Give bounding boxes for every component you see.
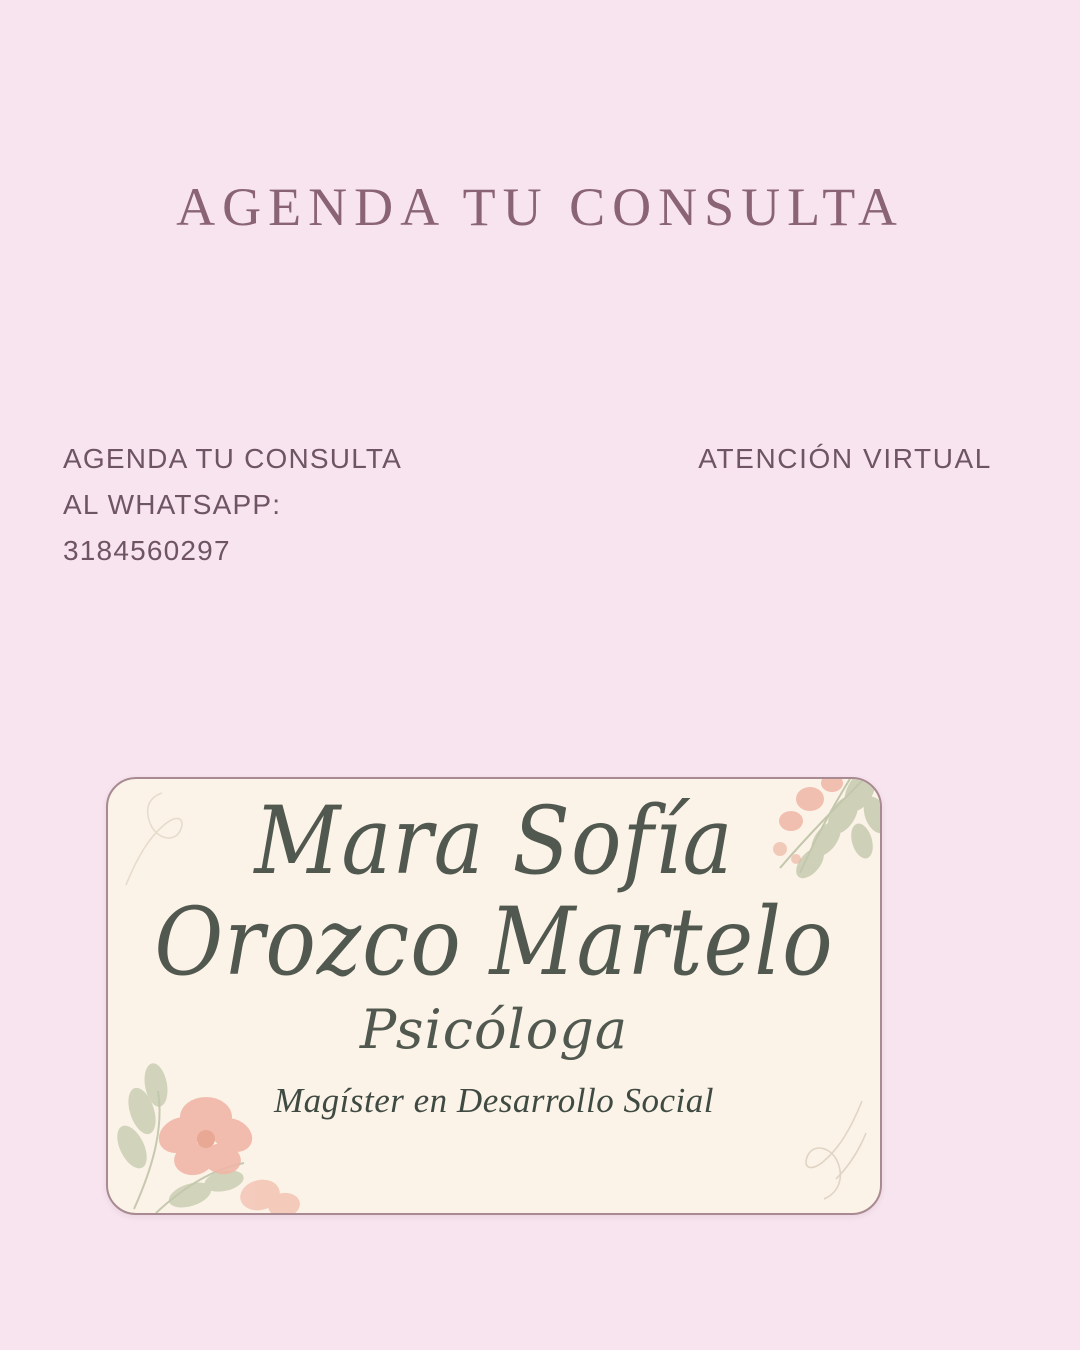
whatsapp-phone-number: 3184560297 — [63, 535, 231, 566]
whatsapp-info-line-2: AL WHATSAPP: — [63, 489, 282, 520]
whatsapp-info-block — [63, 436, 402, 574]
virtual-attention-label: ATENCIÓN VIRTUAL — [698, 443, 992, 474]
business-card — [106, 777, 882, 1215]
card-name — [154, 785, 834, 997]
card-profession: Psicóloga — [359, 997, 629, 1061]
business-card-content — [108, 779, 880, 1213]
card-name-line-2: Orozco Martelo — [154, 886, 834, 997]
whatsapp-info-line-1: AGENDA TU CONSULTA — [63, 443, 402, 474]
page-title: AGENDA TU CONSULTA — [176, 177, 904, 237]
card-degree: Magíster en Desarrollo Social — [274, 1080, 714, 1120]
card-name-line-1: Mara Sofía — [254, 785, 734, 896]
